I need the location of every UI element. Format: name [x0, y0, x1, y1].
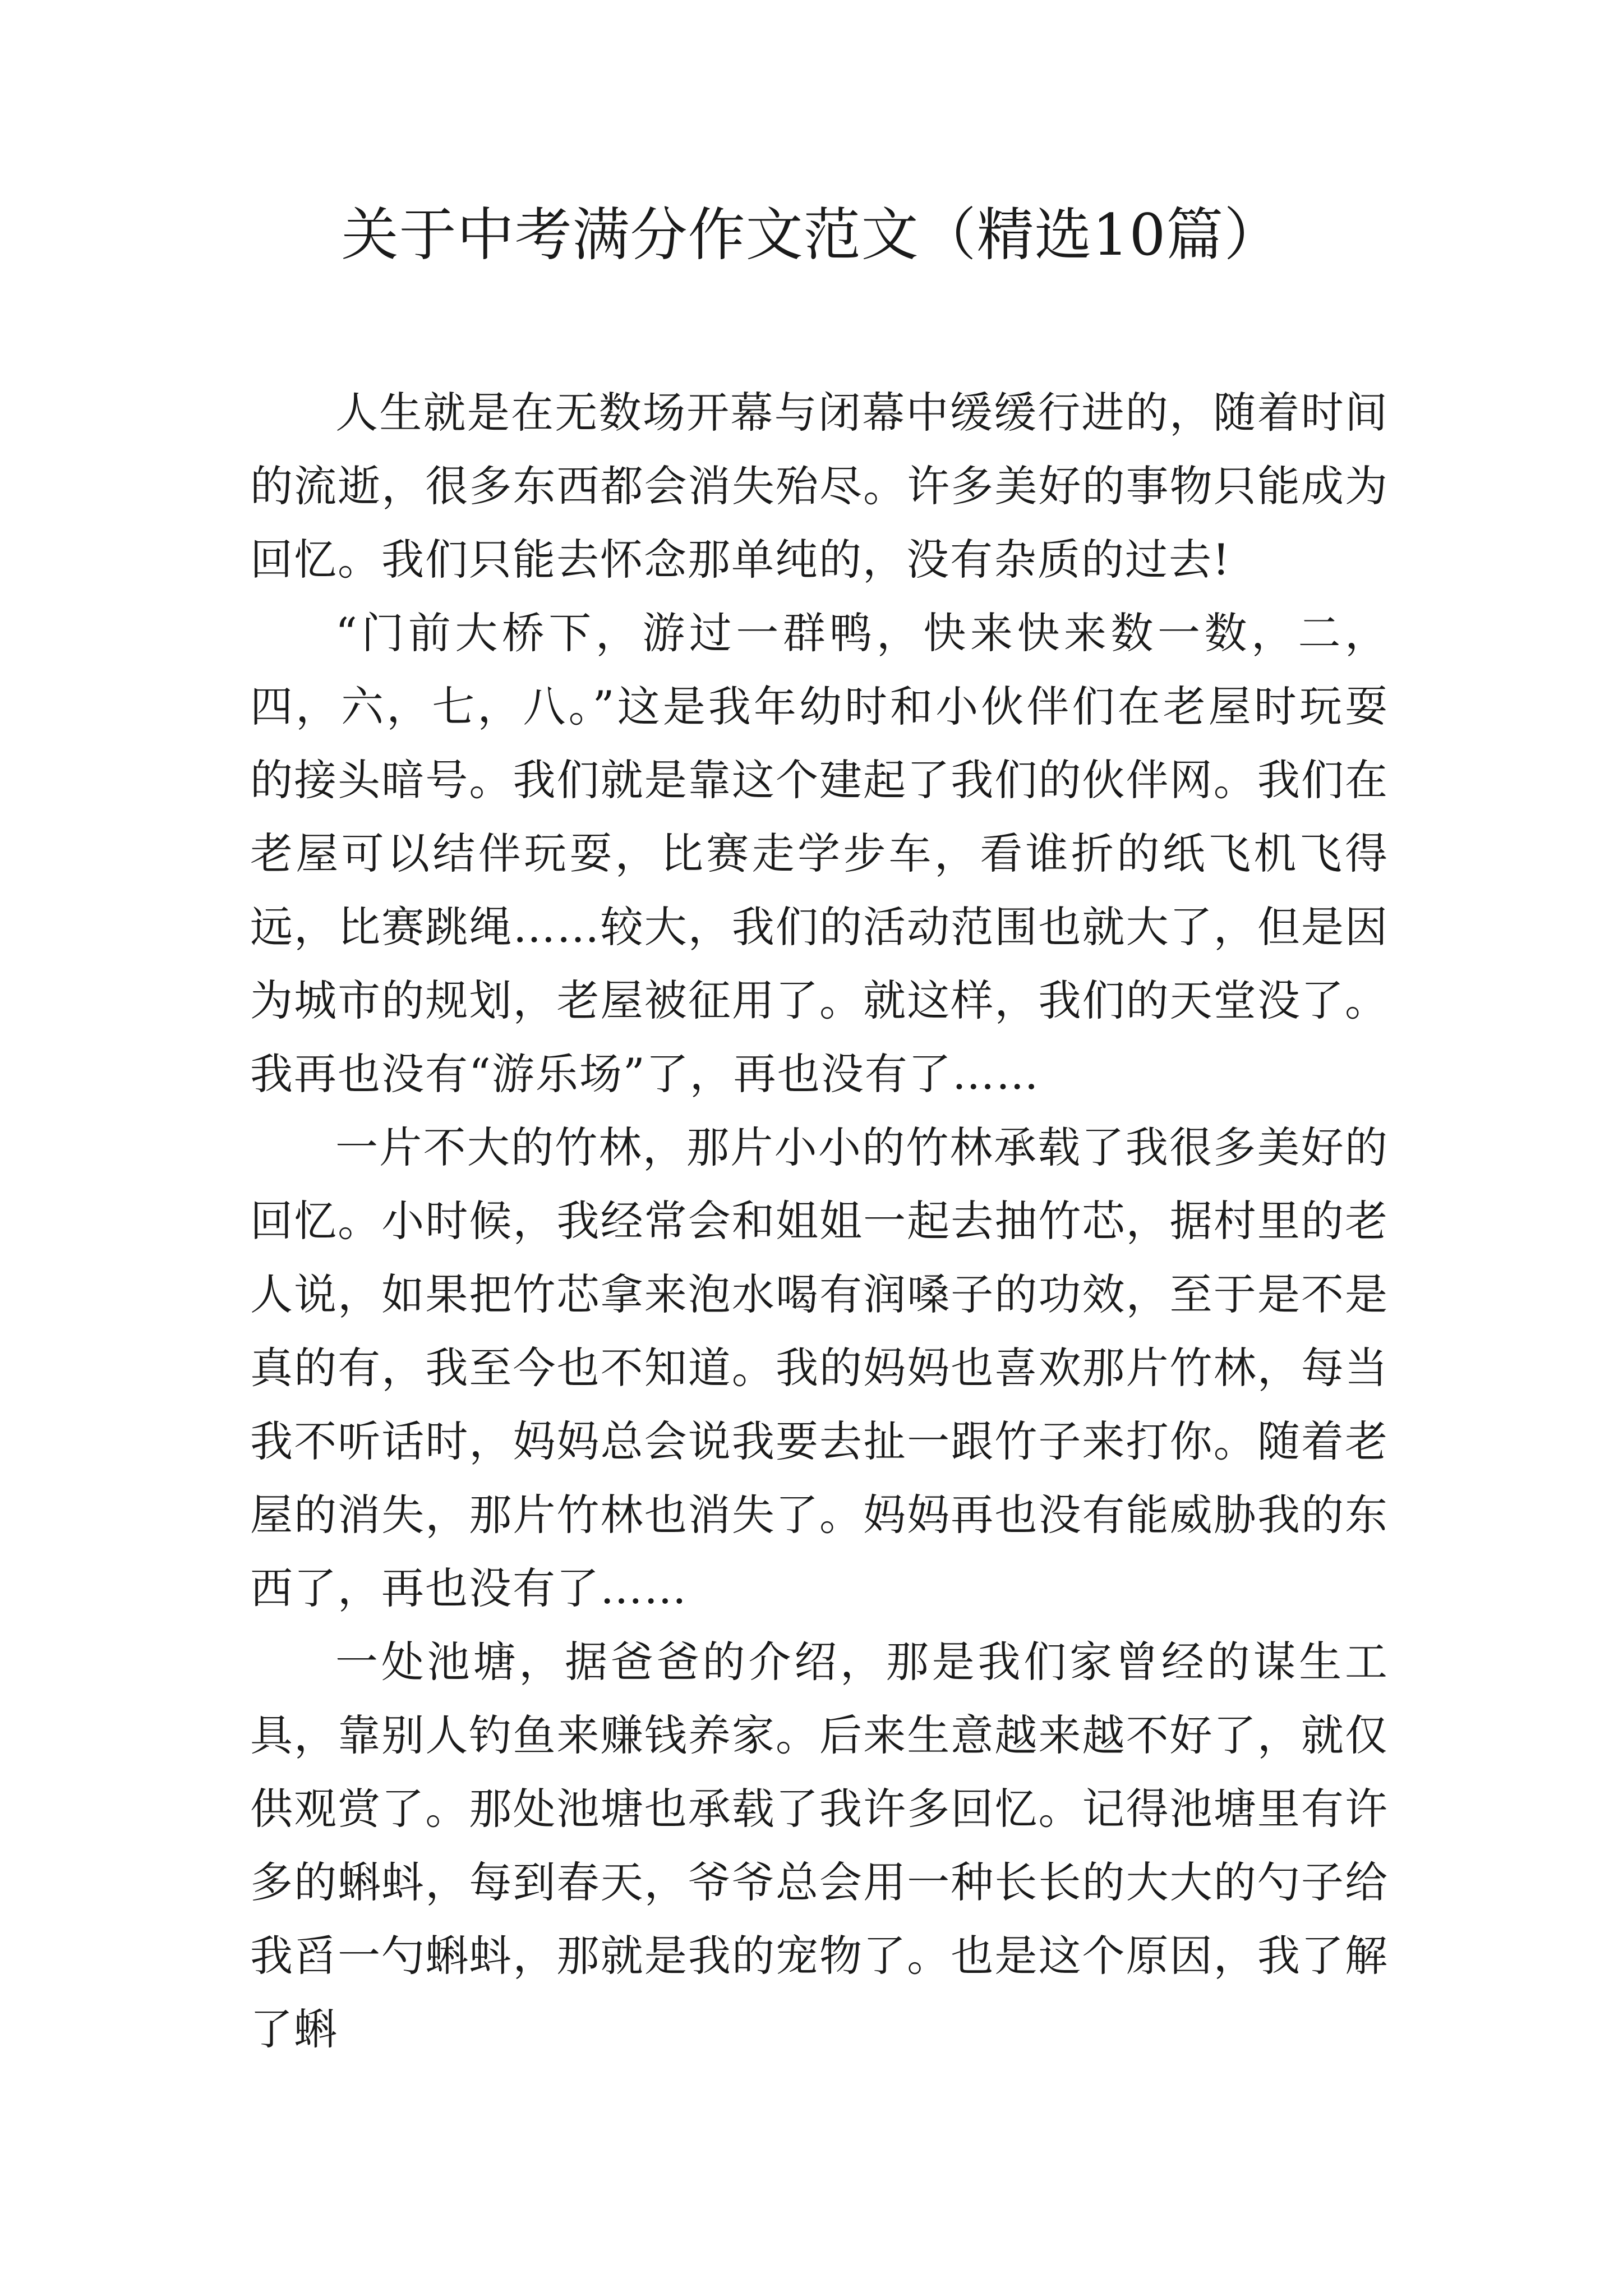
- paragraph: 人生就是在无数场开幕与闭幕中缓缓行进的，随着时间的流逝，很多东西都会消失殆尽。许多美好的事物只能成为回忆。我们只能去怀念那单纯的，没有杂质的过去!: [250, 388, 1389, 585]
- paragraph: “门前大桥下，游过一群鸭，快来快来数一数，二，四，六，七，八。”这是我年幼时和小伙伴们在老屋时玩耍的接头暗号。我们就是靠这个建起了我们的伙伴网。我们在老屋可以结伴玩耍，比赛走学步车，看谁折的纸飞机飞得远，比赛跳绳……较大，我们的活动范围也就大了，但是因为城市的规划，老屋被征用了。就这样，我们的天堂没了。我再也没有“游乐场”了，再也没有了……: [250, 608, 1389, 1099]
- paragraph: 一处池塘，据爸爸的介绍，那是我们家曾经的谋生工具，靠别人钓鱼来赚钱养家。后来生意越来越不好了，就仅供观赏了。那处池塘也承载了我许多回忆。记得池塘里有许多的蝌蚪，每到春天，爷爷总会用一种长长的大大的勺子给我舀一勺蝌蚪，那就是我的宠物了。也是这个原因，我了解了蝌: [250, 1637, 1389, 2054]
- document-title: 关于中考满分作文范文（精选10篇）: [341, 202, 1282, 269]
- document-body: [250, 376, 1389, 2066]
- paragraph: 一片不大的竹林，那片小小的竹林承载了我很多美好的回忆。小时候，我经常会和姐姐一起去抽竹芯，据村里的老人说，如果把竹芯拿来泡水喝有润嗓子的功效，至于是不是真的有，我至今也不知道。我的妈妈也喜欢那片竹林，每当我不听话时，妈妈总会说我要去扯一跟竹子来打你。随着老屋的消失，那片竹林也消失了。妈妈再也没有能威胁我的东西了，再也没有了……: [250, 1122, 1389, 1613]
